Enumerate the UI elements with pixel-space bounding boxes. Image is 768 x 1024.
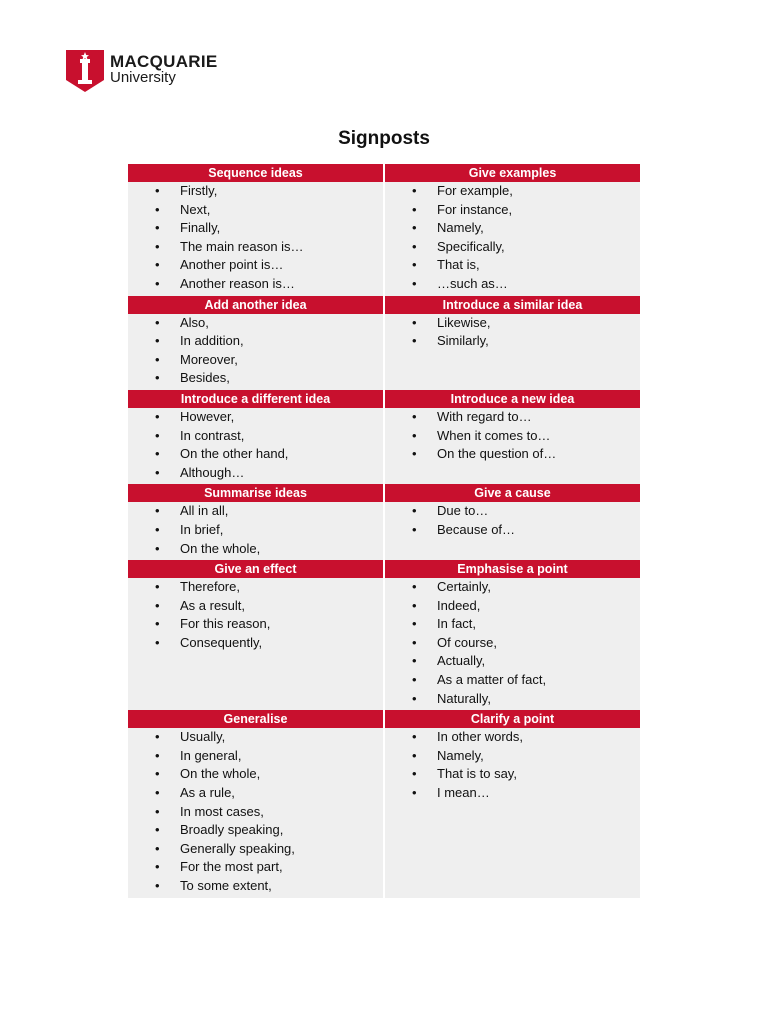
list-item: • With regard to… xyxy=(385,408,640,427)
section-heading: Give a cause xyxy=(385,484,640,502)
list-item: • However, xyxy=(128,408,383,427)
list-item: • Firstly, xyxy=(128,182,383,201)
list-item: • In addition, xyxy=(128,332,383,351)
list-item: • Similarly, xyxy=(385,332,640,351)
list-item: • As a matter of fact, xyxy=(385,671,640,690)
phrase-list xyxy=(128,502,383,558)
section-heading: Summarise ideas xyxy=(128,484,383,502)
list-item: • I mean… xyxy=(385,784,640,803)
list-item: • For example, xyxy=(385,182,640,201)
page-title: Signposts xyxy=(338,128,430,149)
phrase-list xyxy=(385,728,640,802)
list-item: • Likewise, xyxy=(385,314,640,333)
list-item: • Of course, xyxy=(385,634,640,653)
section-heading: Add another idea xyxy=(128,296,383,314)
section-heading: Generalise xyxy=(128,710,383,728)
list-item: • Although… xyxy=(128,464,383,483)
list-item: • Indeed, xyxy=(385,597,640,616)
section-body xyxy=(128,314,383,390)
phrase-list xyxy=(385,314,640,351)
list-item: • Moreover, xyxy=(128,351,383,370)
phrase-list xyxy=(128,578,383,652)
list-item: • All in all, xyxy=(128,502,383,521)
section-body xyxy=(385,502,640,560)
list-item: • Finally, xyxy=(128,219,383,238)
list-item: • In other words, xyxy=(385,728,640,747)
list-item: • Therefore, xyxy=(128,578,383,597)
section-heading: Introduce a similar idea xyxy=(385,296,640,314)
phrase-list xyxy=(128,728,383,895)
section-heading: Introduce a new idea xyxy=(385,390,640,408)
list-item: • In general, xyxy=(128,747,383,766)
phrase-list xyxy=(385,182,640,294)
list-item: • Because of… xyxy=(385,521,640,540)
phrase-list xyxy=(128,314,383,388)
list-item: • Specifically, xyxy=(385,238,640,257)
list-item: • Generally speaking, xyxy=(128,840,383,859)
list-item: • On the whole, xyxy=(128,540,383,559)
logo-name: MACQUARIE xyxy=(110,52,218,71)
section-heading: Emphasise a point xyxy=(385,560,640,578)
list-item: • Certainly, xyxy=(385,578,640,597)
list-item: • For instance, xyxy=(385,201,640,220)
list-item: • The main reason is… xyxy=(128,238,383,257)
list-item: • On the whole, xyxy=(128,765,383,784)
list-item: • Next, xyxy=(128,201,383,220)
list-item: • Due to… xyxy=(385,502,640,521)
section-body xyxy=(385,314,640,390)
list-item: • Another reason is… xyxy=(128,275,383,294)
list-item: • Besides, xyxy=(128,369,383,388)
phrase-list xyxy=(128,408,383,482)
list-item: • Another point is… xyxy=(128,256,383,275)
logo xyxy=(66,50,218,92)
section-heading: Sequence ideas xyxy=(128,164,383,182)
list-item: • Actually, xyxy=(385,652,640,671)
section-body xyxy=(385,182,640,296)
section-heading: Give examples xyxy=(385,164,640,182)
list-item: • …such as… xyxy=(385,275,640,294)
section-body xyxy=(128,408,383,484)
list-item: • Namely, xyxy=(385,747,640,766)
section-body xyxy=(385,728,640,897)
list-item: • In most cases, xyxy=(128,803,383,822)
list-item: • Also, xyxy=(128,314,383,333)
list-item: • As a result, xyxy=(128,597,383,616)
signposts-table xyxy=(128,164,640,898)
section-heading: Introduce a different idea xyxy=(128,390,383,408)
logo-subtitle: University xyxy=(110,69,176,86)
list-item: • Naturally, xyxy=(385,690,640,709)
list-item: • Usually, xyxy=(128,728,383,747)
list-item: • On the question of… xyxy=(385,445,640,464)
list-item: • That is, xyxy=(385,256,640,275)
list-item: • When it comes to… xyxy=(385,427,640,446)
list-item: • In contrast, xyxy=(128,427,383,446)
section-body xyxy=(128,182,383,296)
phrase-list xyxy=(385,578,640,708)
list-item: • Namely, xyxy=(385,219,640,238)
list-item: • To some extent, xyxy=(128,877,383,896)
list-item: • Broadly speaking, xyxy=(128,821,383,840)
list-item: • As a rule, xyxy=(128,784,383,803)
list-item: • For the most part, xyxy=(128,858,383,877)
list-item: • Consequently, xyxy=(128,634,383,653)
lighthouse-shield-icon xyxy=(66,50,104,92)
list-item: • On the other hand, xyxy=(128,445,383,464)
list-item: • That is to say, xyxy=(385,765,640,784)
phrase-list xyxy=(385,502,640,539)
section-body xyxy=(385,578,640,710)
section-body xyxy=(385,408,640,484)
list-item: • For this reason, xyxy=(128,615,383,634)
section-heading: Clarify a point xyxy=(385,710,640,728)
section-body xyxy=(128,578,383,710)
phrase-list xyxy=(385,408,640,464)
list-item: • In fact, xyxy=(385,615,640,634)
section-body xyxy=(128,502,383,560)
section-body xyxy=(128,728,383,897)
phrase-list xyxy=(128,182,383,294)
section-heading: Give an effect xyxy=(128,560,383,578)
list-item: • In brief, xyxy=(128,521,383,540)
